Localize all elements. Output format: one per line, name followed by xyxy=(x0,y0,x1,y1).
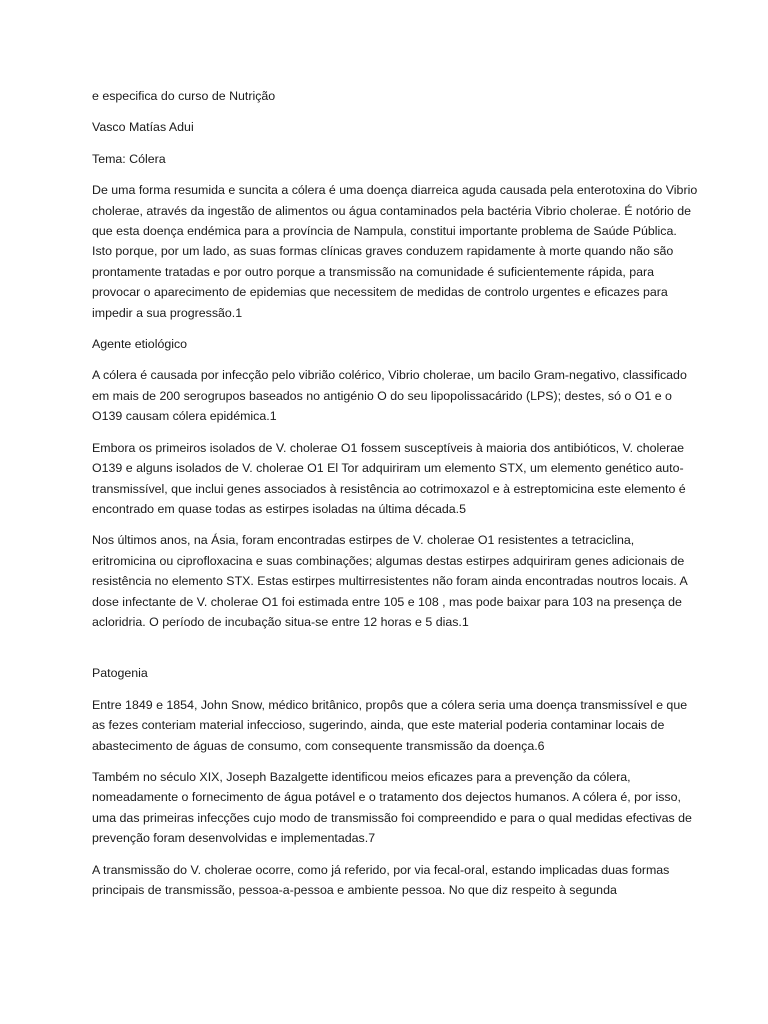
patho-paragraph-1: Entre 1849 e 1854, John Snow, médico britânico, propôs que a cólera seria uma doença transmissível e que as fezes conteriam material infeccioso, sugerindo, ainda, que este material poderia contaminar locais de abastecimento de águas de consumo, com consequente transmissão da doença.6 xyxy=(92,697,688,753)
agent-paragraph-1: A cólera é causada por infecção pelo vibrião colérico, Vibrio cholerae, um bacilo Gram-negativo, classificado em mais de 200 serogrupos baseados no antigénio O do seu lipopolissacárido (LPS); destes, só o O1 e o O139 causam cólera epidémica.1 xyxy=(92,368,687,424)
document-page xyxy=(92,86,698,911)
section-heading-patogenia: Patogenia xyxy=(92,666,148,681)
author-name: Vasco Matías Adui xyxy=(92,120,194,135)
intro-paragraph: De uma forma resumida e suncita a cólera é uma doença diarreica aguda causada pela enterotoxina do Vibrio cholerae, através da ingestão de alimentos ou água contaminados pela bactéria Vibrio cholerae. É notório de que esta doença endémica para a província de Nampula, constitui importante problema de Saúde Pública. Isto porque, por um lado, as suas formas clínicas graves conduzem rapidamente à morte quando não são prontamente tratadas e por outro porque a transmissão na comunidade é suficientemente rápida, para provocar o aparecimento de epidemias que necessitem de medidas de controlo urgentes e eficazes para impedir a sua progressão.1 xyxy=(92,183,698,320)
section-heading-agent: Agente etiológico xyxy=(92,337,188,352)
patho-paragraph-3: A transmissão do V. cholerae ocorre, como já referido, por via fecal-oral, estando implicadas duas formas principais de transmissão, pessoa-a-pessoa e ambiente pessoa. No que diz respeito à segunda xyxy=(92,862,670,897)
agent-paragraph-3: Nos últimos anos, na Ásia, foram encontradas estirpes de V. cholerae O1 resistentes a tetraciclina, eritromicina ou ciprofloxacina e suas combinações; algumas destas estirpes adquiriram genes adicionais de resistência no elemento STX. Estas estirpes multirresistentes não foram ainda encontradas noutros locais. A dose infectante de V. cholerae O1 foi estimada entre 105 e 108 , mas pode baixar para 103 na presença de acloridria. O período de incubação situa-se entre 12 horas e 5 dias.1 xyxy=(92,533,688,629)
agent-paragraph-2: Embora os primeiros isolados de V. cholerae O1 fossem susceptíveis à maioria dos antibióticos, V. cholerae O139 e alguns isolados de V. cholerae O1 El Tor adquiriram um elemento STX, um elemento genético auto-transmissível, que inclui genes associados à resistência ao cotrimoxazol e à estreptomicina este elemento é encontrado em quase todas as estirpes isoladas na última década.5 xyxy=(92,440,686,516)
header-line: e especifica do curso de Nutrição xyxy=(92,89,276,103)
patho-paragraph-2: Também no século XIX, Joseph Bazalgette identificou meios eficazes para a prevenção da cólera, nomeadamente o fornecimento de água potável e o tratamento dos dejectos humanos. A cólera é, por isso, uma das primeiras infecções cujo modo de transmissão foi compreendido e para o qual medidas efectivas de prevenção foram desenvolvidas e implementadas.7 xyxy=(92,769,692,846)
theme-title: Tema: Cólera xyxy=(92,151,166,166)
blank-line xyxy=(92,643,698,663)
